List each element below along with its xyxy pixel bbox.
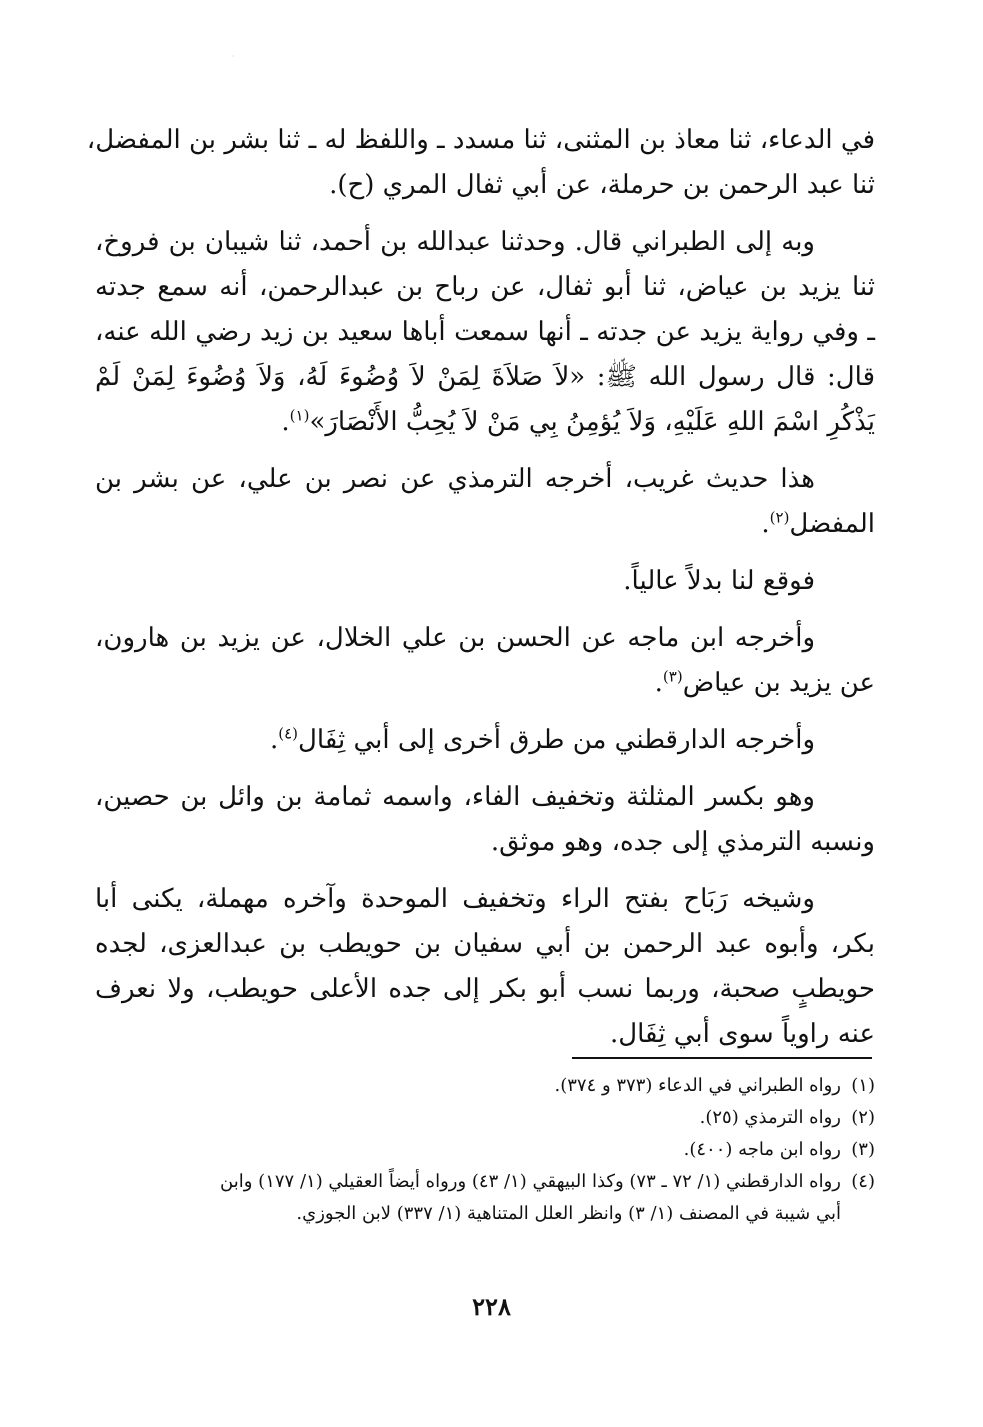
footnote-separator: [572, 1057, 872, 1059]
text-line: وهو بكسر المثلثة وتخفيف الفاء، واسمه ثمامة بن وائل بن حصين،: [95, 782, 815, 812]
footnote-text-continued: أبي شيبة في المصنف (١/ ٣) وانظر العلل المتناهية (١/ ٣٣٧) لابن الجوزي.: [296, 1203, 841, 1224]
footnote-ref-1: (١): [289, 406, 310, 425]
footnote-text: رواه الدارقطني (١/ ٧٢ ـ ٧٣) وكذا البيهقي (١/ ٤٣) ورواه أيضاً العقيلي (١/ ١٧٧) وابن: [220, 1171, 841, 1192]
scan-speck: ·: [232, 52, 235, 61]
footnote-4: [95, 1166, 875, 1230]
paragraph-7: [95, 775, 875, 865]
text-line: فوقع لنا بدلاً عالياً.: [623, 566, 815, 596]
footnote-ref-2: (٢): [769, 508, 790, 527]
paragraph-2: [95, 220, 875, 445]
paragraph-3: [95, 457, 875, 547]
main-text: [86, 118, 875, 1069]
hadith-text: يَذْكُرِ اسْمَ اللهِ عَلَيْهِ، وَلاَ يُؤمِنُ بِي مَنْ لاَ يُحِبُّ الأَنْصَارَ»: [309, 407, 875, 437]
text-segment: المفضل: [789, 509, 875, 539]
text-line: ونسبه الترمذي إلى جده، وهو موثق.: [490, 827, 875, 857]
footnote-3: [95, 1134, 875, 1166]
text-line: وبه إلى الطبراني قال. وحدثنا عبدالله بن أحمد، ثنا شيبان بن فروخ،: [95, 227, 815, 257]
paragraph-6: [95, 718, 875, 763]
text-line: حويطبٍ صحبة، وربما نسب أبو بكر إلى جده الأعلى حويطب، ولا نعرف: [95, 974, 875, 1004]
text-line: قال: قال رسول الله ﷺ: «لاَ صَلاَةَ لِمَنْ لاَ وُضُوءَ لَهُ، وَلاَ وُضُوءَ لِمَنْ لَمْ: [95, 362, 875, 392]
text-line: وشيخه رَبَاح بفتح الراء وتخفيف الموحدة وآخره مهملة، يكنى أبا: [95, 884, 815, 914]
page-number: ٢٢٨: [472, 1292, 511, 1321]
footnote-2: [95, 1102, 875, 1134]
footnotes: [95, 1070, 875, 1230]
text-line: ثنا عبد الرحمن بن حرملة، عن أبي ثفال المري (ح).: [329, 170, 875, 200]
text-line: وأخرجه ابن ماجه عن الحسن بن علي الخلال، عن يزيد بن هارون،: [95, 623, 815, 653]
footnote-number: (٤): [851, 1171, 875, 1192]
paragraph-1: [86, 118, 875, 208]
footnote-text: رواه ابن ماجه (٤٠٠).: [683, 1139, 841, 1160]
footnote-ref-3: (٣): [662, 667, 683, 686]
text-segment: عن يزيد بن عياض: [682, 668, 875, 698]
footnote-1: [95, 1070, 875, 1102]
footnote-number: (١): [851, 1075, 875, 1096]
text-line: في الدعاء، ثنا معاذ بن المثنى، ثنا مسدد ـ واللفظ له ـ ثنا بشر بن المفضل،: [86, 125, 875, 155]
paragraph-4: [95, 559, 875, 604]
footnote-ref-4: (٤): [278, 724, 299, 743]
footnote-number: (٣): [851, 1139, 875, 1160]
text-line: ـ وفي رواية يزيد عن جدته ـ أنها سمعت أباها سعيد بن زيد رضي الله عنه،: [95, 317, 875, 347]
footnote-text: رواه الطبراني في الدعاء (٣٧٣ و ٣٧٤).: [554, 1075, 841, 1096]
text-segment: وأخرجه الدارقطني من طرق أخرى إلى أبي ثِفَال: [298, 725, 815, 755]
text-line: عن يزيد بن عياض$^{(٣)}$.: [654, 667, 875, 698]
text-line: وأخرجه الدارقطني من طرق أخرى إلى أبي ثِفَال$^{(٤)}$.: [269, 724, 815, 755]
text-line: عنه راوياً سوى أبي ثِفَال.: [609, 1019, 875, 1049]
footnote-number: (٢): [851, 1107, 875, 1128]
text-line: ثنا يزيد بن عياض، ثنا أبو ثفال، عن رباح بن عبدالرحمن، أنه سمع جدته: [95, 272, 875, 302]
text-line: يَذْكُرِ اسْمَ اللهِ عَلَيْهِ، وَلاَ يُؤمِنُ بِي مَنْ لاَ يُحِبُّ الأَنْصَارَ»$^{(١)}$.: [281, 406, 875, 437]
paragraph-5: [95, 616, 875, 706]
text-line: هذا حديث غريب، أخرجه الترمذي عن نصر بن علي، عن بشر بن: [95, 464, 815, 494]
text-line: المفضل$^{(٢)}$.: [761, 508, 875, 539]
paragraph-8: [95, 877, 875, 1057]
text-line: بكر، وأبوه عبد الرحمن بن أبي سفيان بن حويطب بن عبدالعزى، لجده: [95, 929, 875, 959]
footnote-text: رواه الترمذي (٢٥).: [699, 1107, 841, 1128]
